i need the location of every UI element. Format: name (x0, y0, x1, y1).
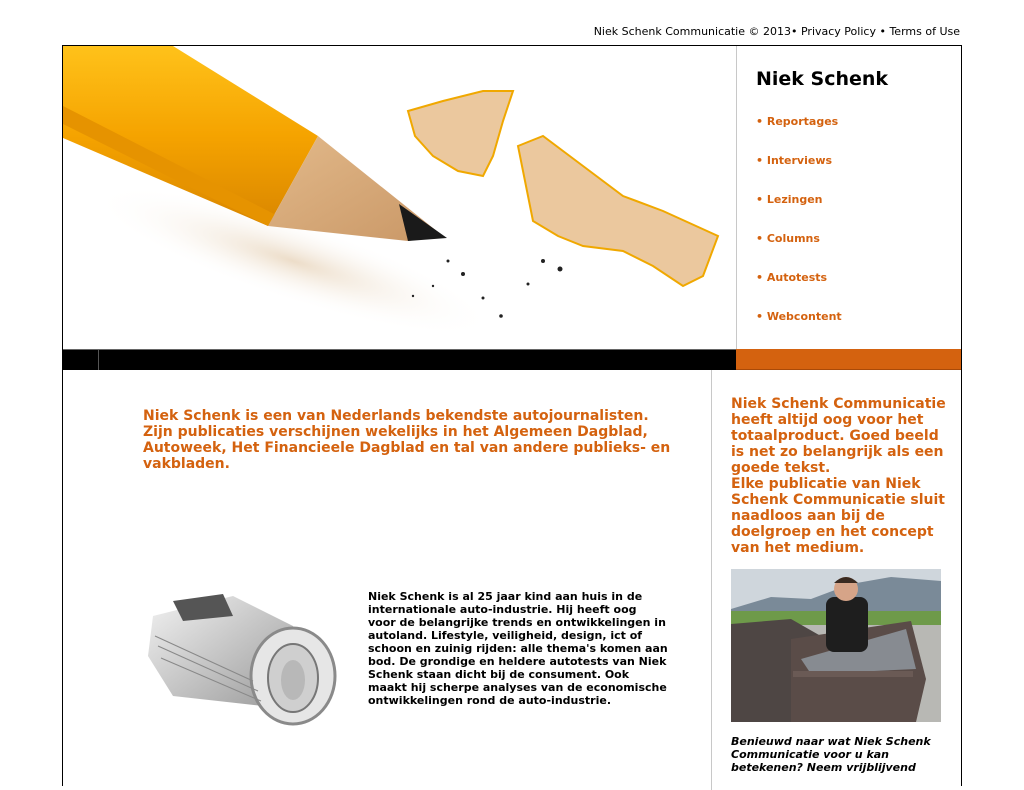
newspaper-image (143, 586, 343, 736)
privacy-policy-link[interactable]: Privacy Policy (800, 25, 876, 38)
nav-link[interactable]: • Columns (756, 232, 820, 245)
nav-link[interactable]: • Interviews (756, 154, 833, 167)
nav-link[interactable]: • Reportages (756, 115, 839, 128)
aside-paragraph-2: Elke publicatie van Niek Schenk Communicatie sluit naadloos aan bij de doelgroep en het concept van het medium. (731, 476, 945, 556)
site-title: Niek Schenk (756, 68, 889, 90)
body-text: Niek Schenk is al 25 jaar kind aan huis in de internationale auto-industrie. Hij heeft oog voor de belangrijke trends en ontwikkelingen in autoland. Lifestyle, veiligheid, design, ict of schoon en zuinig rijden: alle thema's komen aan bod. De grondige en heldere autotests van Niek Schenk staan dicht bij de consument. Ook maakt hij scherpe analyses van de economische ontwikkelingen rond de auto-industrie. (368, 590, 668, 707)
nav-link[interactable]: • Webcontent (756, 310, 842, 323)
hero-pencil-image (63, 46, 736, 349)
pencil-illustration (63, 46, 736, 349)
divider-tick (98, 350, 99, 370)
nav-item-interviews[interactable] (756, 154, 842, 193)
top-links (594, 24, 960, 40)
column-divider (711, 370, 712, 790)
nav-item-columns[interactable] (756, 232, 842, 271)
sidebar-nav (756, 115, 842, 349)
portrait-photo (731, 569, 941, 722)
nav-item-lezingen[interactable] (756, 193, 842, 232)
copyright-text: Niek Schenk Communicatie © 2013 (593, 25, 791, 38)
intro-text: Niek Schenk is een van Nederlands bekendste autojournalisten. Zijn publicaties verschijnen wekelijks in het Algemeen Dagblad, Autoweek, Het Financieele Dagblad en tal van andere publieks- en vakbladen. (143, 408, 671, 472)
separator: • (790, 25, 798, 38)
newspaper-illustration (143, 586, 343, 736)
portrait-illustration (731, 569, 941, 722)
page-frame (62, 45, 962, 786)
aside-paragraph-1: Niek Schenk Communicatie heeft altijd oog voor het totaalproduct. Goed beeld is net zo belangrijk als een goede tekst. (731, 396, 946, 476)
nav-item-autotests[interactable] (756, 271, 842, 310)
nav-link[interactable]: • Lezingen (756, 193, 823, 206)
terms-of-use-link[interactable]: Terms of Use (889, 25, 960, 38)
nav-item-webcontent[interactable] (756, 310, 842, 349)
nav-item-reportages[interactable] (756, 115, 842, 154)
aside-text (731, 396, 946, 556)
separator: • (879, 25, 886, 38)
contact-call-to-action: Benieuwd naar wat Niek Schenk Communicatie voor u kan betekenen? Neem vrijblijvend (731, 735, 931, 774)
divider-bar (63, 349, 736, 370)
accent-bar (736, 349, 961, 370)
nav-link[interactable]: • Autotests (756, 271, 828, 284)
sidebar (736, 46, 961, 349)
